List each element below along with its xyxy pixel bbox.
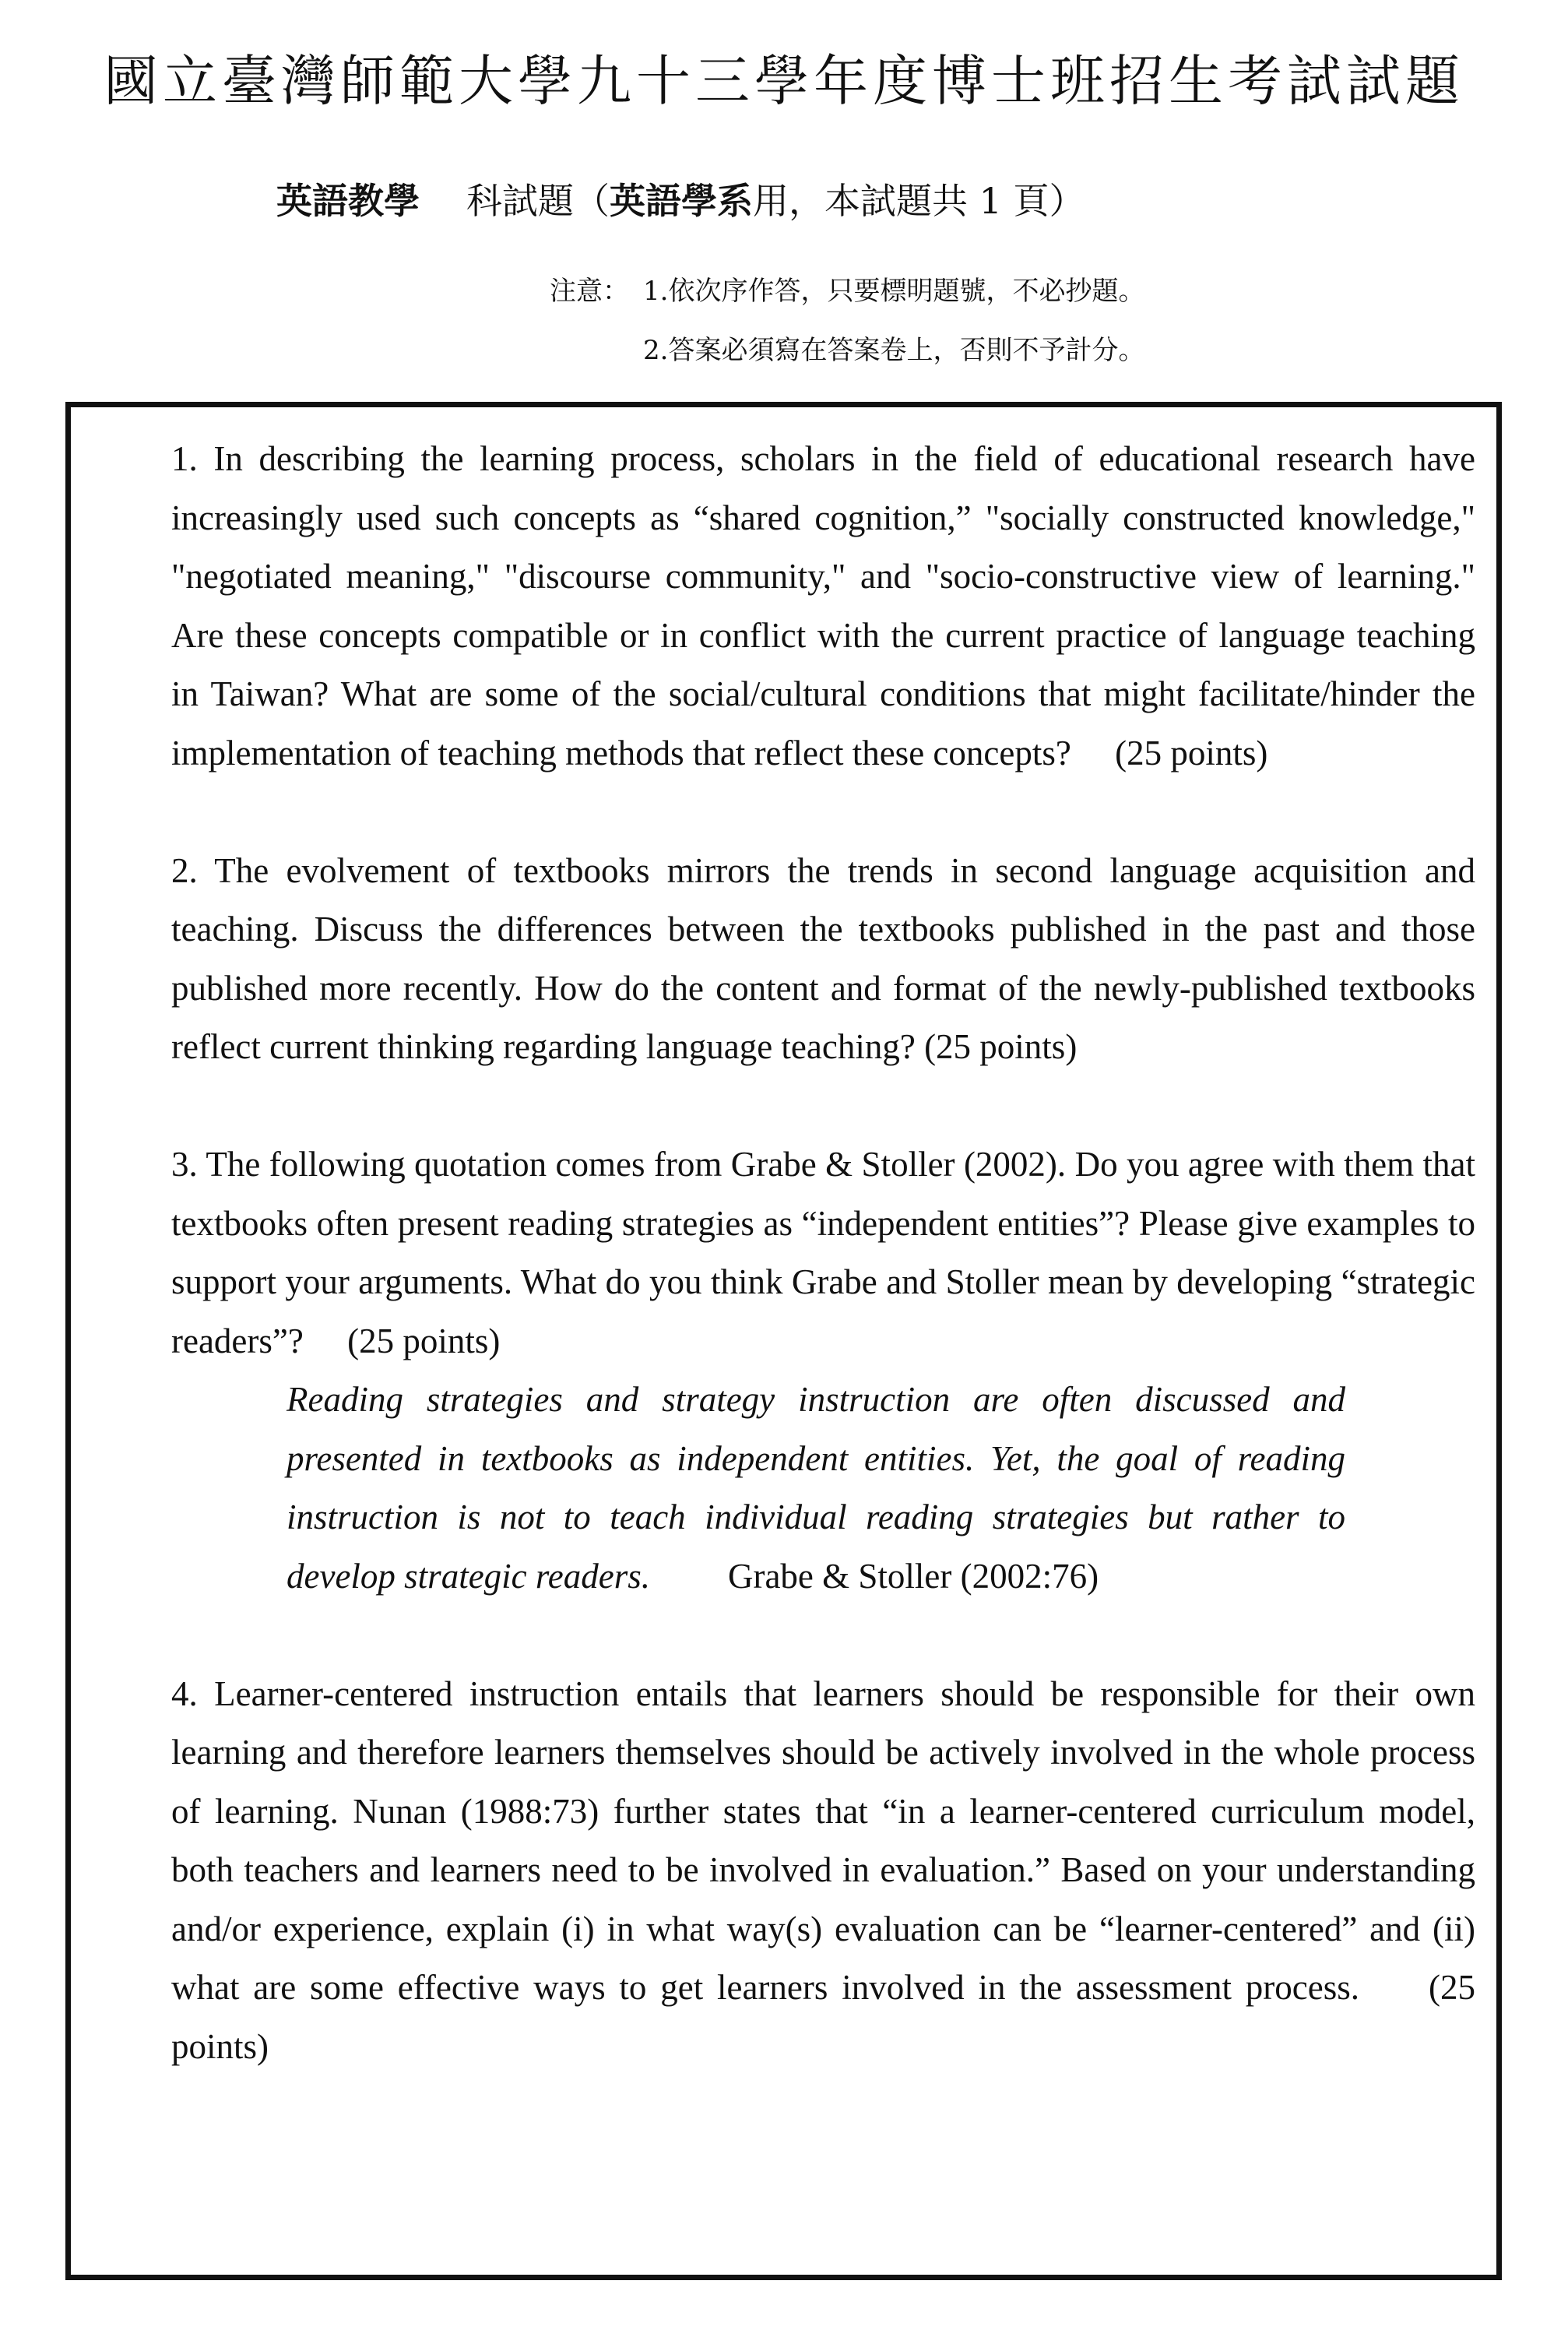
exam-subtitle — [276, 173, 1085, 224]
quotation-citation: Grabe & Stoller (2002:76) — [727, 1556, 1099, 1596]
question-2-points: (25 points) — [924, 1027, 1078, 1066]
subject-name: 英語教學 — [276, 180, 420, 222]
subject-suffix: 科試題（ — [466, 180, 610, 222]
question-4 — [171, 1665, 1475, 2077]
page-info: 用，本試題共 1 頁） — [753, 180, 1085, 222]
question-1 — [171, 430, 1475, 783]
question-4-text: 4. Learner-centered instruction entails that learners should be responsible for their own learning and therefore learners themselves should be actively involved in the whole process of learning. Nunan (1988:73) further states that “in a learner-centered curriculum model, both teachers and learners need to be involved in evaluation.” Based on your understanding and/or experience, explain (i) in what way(s) evaluation can be “learner-centered” and (ii) what are some effective ways to get learners involved in the assessment process. — [171, 1674, 1475, 2007]
question-2 — [171, 842, 1475, 1077]
question-4-points: (25 points) — [171, 1968, 1475, 2066]
question-list — [171, 430, 1475, 2076]
notice-label: 注意： — [550, 276, 629, 307]
exam-notice — [550, 262, 1144, 380]
notice-item-2: 2.答案必須寫在答案卷上，否則不予計分。 — [643, 335, 1145, 366]
question-3 — [171, 1135, 1475, 1606]
question-3-text: 3. The following quotation comes from Grabe & Stoller (2002). Do you agree with them that textbooks often present reading strategies as “independent entities”? Please give examples to support your arguments. What do you think Grabe and Stoller mean by developing “strategic readers”? — [171, 1145, 1475, 1360]
exam-title: 國立臺灣師範大學九十三學年度博士班招生考試試題 — [104, 49, 1464, 113]
question-2-text: 2. The evolvement of textbooks mirrors the trends in second language acquisition and teaching. Discuss the differences between the textbooks published in the past and those published more recently. How do the content and format of the newly-published textbooks reflect current thinking regarding language teaching? — [171, 850, 1475, 1066]
notice-item-1: 1.依次序作答，只要標明題號，不必抄題。 — [643, 276, 1145, 307]
quotation-block — [287, 1371, 1345, 1606]
department-name: 英語學系 — [610, 180, 753, 222]
question-1-text: 1. In describing the learning process, scholars in the field of educational research have increasingly used such concepts as “shared cognition,” "socially constructed knowledge," "negotiated meaning," "discourse community," and "socio-constructive view of learning." Are these concepts compatible or in conflict with the current practice of language teaching in Taiwan? What are some of the social/cultural conditions that might facilitate/hinder the implementation of teaching methods that reflect these concepts? — [171, 439, 1475, 773]
quotation-text: Reading strategies and strategy instruction are often discussed and presented in textbooks as independent entities. Yet, the goal of reading instruction is not to teach individual reading strategies but rather to develop strategic readers. — [287, 1380, 1345, 1596]
question-3-points: (25 points) — [347, 1321, 501, 1360]
question-1-points: (25 points) — [1115, 733, 1268, 773]
